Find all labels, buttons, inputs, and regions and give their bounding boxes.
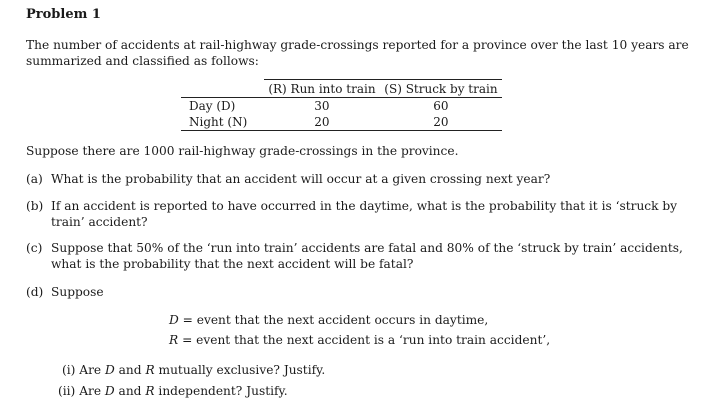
question-b-line-1: If an accident is reported to have occurred in the daytime, what is the probability that it is ‘struck by (51, 199, 678, 213)
cell-day-run-into: 30 (314, 99, 330, 113)
subquestion-ii (58, 384, 288, 398)
subquestion-i-var-d: D (105, 363, 115, 377)
question-b-line-2: train’ accident? (51, 215, 148, 229)
suppose-statement: Suppose there are 1000 rail-highway grade-crossings in the province. (26, 144, 459, 158)
subquestion-ii-post: independent? Justify. (154, 384, 288, 398)
intro-line-1: The number of accidents at rail-highway grade-crossings reported for a province over the last 10 years are (26, 38, 689, 52)
subquestion-i (62, 363, 325, 377)
table-row (181, 98, 502, 115)
definition-d (169, 313, 488, 327)
subquestion-i-pre: Are (79, 363, 106, 377)
table-row (181, 114, 502, 131)
row-label-night: Night (N) (181, 114, 264, 131)
subquestion-i-label: (i) (62, 363, 76, 377)
cell-day-struck-by: 60 (433, 99, 449, 113)
subquestion-ii-var-r: R (145, 384, 155, 398)
problem-title: Problem 1 (26, 7, 101, 22)
question-a-text: What is the probability that an accident will occur at a given crossing next year? (51, 172, 551, 186)
subquestion-i-mid: and (114, 363, 146, 377)
question-b-label: (b) (26, 199, 44, 213)
table-corner (181, 80, 264, 98)
intro-line-2: summarized and classified as follows: (26, 54, 259, 68)
question-c-line-2: what is the probability that the next accident will be fatal? (51, 257, 414, 271)
definition-d-symbol: D (169, 313, 179, 327)
question-c-line-1: Suppose that 50% of the ‘run into train’ accidents are fatal and 80% of the ‘struck by train’ accidents, (51, 241, 683, 255)
definition-r-symbol: R (169, 333, 179, 347)
definition-r-text: = event that the next accident is a ‘run into train accident’, (182, 333, 551, 347)
column-header-struck-by-train: (S) Struck by train (380, 80, 502, 98)
definition-r (169, 333, 550, 347)
cell-night-struck-by: 20 (380, 114, 502, 131)
question-c-label: (c) (26, 241, 43, 255)
cell-night-run-into: 20 (264, 114, 380, 131)
question-a-label: (a) (26, 172, 43, 186)
subquestion-ii-var-d: D (104, 384, 115, 398)
definition-d-text: = event that the next accident occurs in daytime, (182, 313, 489, 327)
question-d-text: Suppose (51, 285, 104, 299)
column-header-run-into-train: (R) Run into train (264, 80, 380, 98)
question-d-label: (d) (26, 285, 44, 299)
row-label-day: Day (D) (189, 99, 236, 113)
accident-table (181, 79, 502, 131)
subquestion-i-var-r: R (145, 363, 155, 377)
table-header-row (181, 80, 502, 98)
subquestion-ii-mid: and (114, 384, 146, 398)
subquestion-i-post: mutually exclusive? Justify. (154, 363, 326, 377)
subquestion-ii-pre: Are (79, 384, 105, 398)
subquestion-ii-label: (ii) (58, 384, 76, 398)
